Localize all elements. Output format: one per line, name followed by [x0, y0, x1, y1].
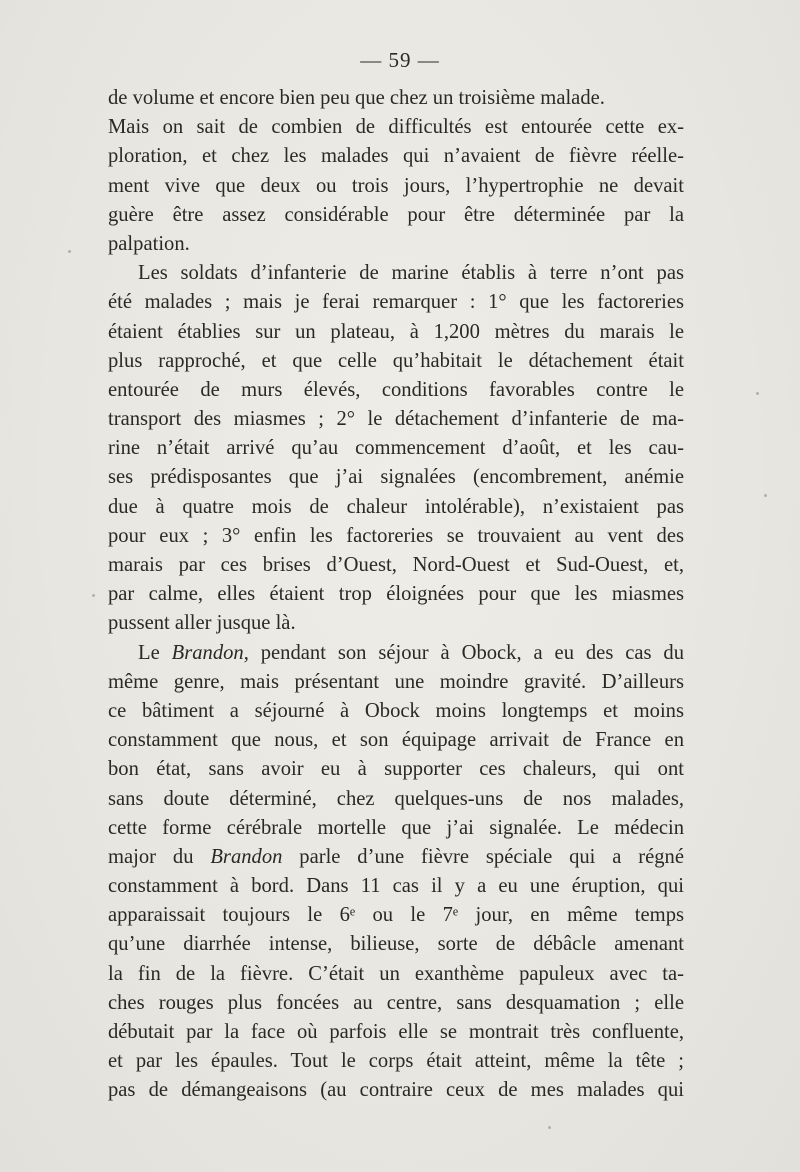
- text-line: ment vive que deux ou trois jours, l’hypertrophie ne devait: [108, 174, 684, 197]
- body-text: [108, 84, 684, 1106]
- text-segment: major du: [108, 845, 211, 868]
- text-line: rine n’était arrivé qu’au commencement d’août, et les cau-: [108, 437, 684, 460]
- text-line: Mais on sait de combien de difficultés est entourée cette ex-: [108, 116, 684, 139]
- ship-name: Brandon: [171, 641, 244, 664]
- text-line: [108, 843, 684, 872]
- text-line: par calme, elles étaient trop éloignées pour que les miasmes: [108, 583, 684, 606]
- text-line: cette forme cérébrale mortelle que j’ai signalée. Le médecin: [108, 816, 684, 839]
- text-line: pas de démangeaisons (au contraire ceux de mes malades qui: [108, 1079, 684, 1102]
- text-line: entourée de murs élevés, conditions favorables contre le: [108, 378, 684, 401]
- text-line: ploration, et chez les malades qui n’avaient de fièvre réelle-: [108, 145, 684, 168]
- text-line: apparaissait toujours le 6ᵉ ou le 7ᵉ jour, en même temps: [108, 904, 684, 927]
- paper-speck: [92, 594, 95, 597]
- text-line: même genre, mais présentant une moindre gravité. D’ailleurs: [108, 670, 684, 693]
- paper-speck: [764, 494, 767, 497]
- text-line: été malades ; mais je ferai remarquer : 1° que les factoreries: [108, 291, 684, 314]
- text-line: guère être assez considérable pour être déterminée par la: [108, 203, 684, 226]
- text-line: [108, 639, 684, 668]
- text-line: pussent aller jusque là.: [108, 612, 296, 635]
- page-number: — 59 —: [360, 48, 440, 72]
- text-line: sans doute déterminé, chez quelques-uns de nos malades,: [108, 787, 684, 810]
- text-line: constamment à bord. Dans 11 cas il y a eu une éruption, qui: [108, 875, 684, 898]
- text-line: plus rapproché, et que celle qu’habitait le détachement était: [108, 349, 684, 372]
- text-line: de volume et encore bien peu que chez un troisième malade.: [108, 87, 605, 109]
- text-line: ce bâtiment a séjourné à Obock moins longtemps et moins: [108, 699, 684, 722]
- text-line: palpation.: [108, 232, 190, 255]
- ship-name: Brandon: [210, 845, 283, 868]
- text-line: débutait par la face où parfois elle se montrait très confluente,: [108, 1021, 684, 1043]
- text-line: qu’une diarrhée intense, bilieuse, sorte de débâcle amenant: [108, 933, 684, 956]
- text-line: bon état, sans avoir eu à supporter ces chaleurs, qui ont: [108, 758, 684, 781]
- text-line: ses prédisposantes que j’ai signalées (encombrement, anémie: [108, 466, 684, 489]
- paper-speck: [756, 392, 759, 395]
- text-line: due à quatre mois de chaleur intolérable), n’existaient pas: [108, 495, 684, 518]
- paper-speck: [68, 250, 71, 253]
- text-line: ches rouges plus foncées au centre, sans desquamation ; elle: [108, 991, 684, 1014]
- text-line: Les soldats d’infanterie de marine établis à terre n’ont pas: [138, 262, 684, 285]
- text-segment: parle d’une fièvre spéciale qui a régné: [282, 845, 684, 868]
- text-line: marais par ces brises d’Ouest, Nord-Ouest et Sud-Ouest, et,: [108, 554, 684, 576]
- text-segment: , pendant son séjour à Obock, a eu des cas du: [243, 641, 685, 664]
- text-line: transport des miasmes ; 2° le détachement d’infanterie de ma-: [108, 408, 684, 431]
- text-line: pour eux ; 3° enfin les factoreries se trouvaient au vent des: [108, 524, 684, 547]
- text-segment: Le: [138, 641, 172, 664]
- text-line: la fin de la fièvre. C’était un exanthème papuleux avec ta-: [108, 962, 684, 985]
- paper-speck: [548, 1126, 551, 1129]
- text-line: constamment que nous, et son équipage arrivait de France en: [108, 729, 684, 752]
- text-line: étaient établies sur un plateau, à 1,200 mètres du marais le: [108, 320, 684, 343]
- text-line: et par les épaules. Tout le corps était atteint, même la tête ;: [108, 1050, 684, 1073]
